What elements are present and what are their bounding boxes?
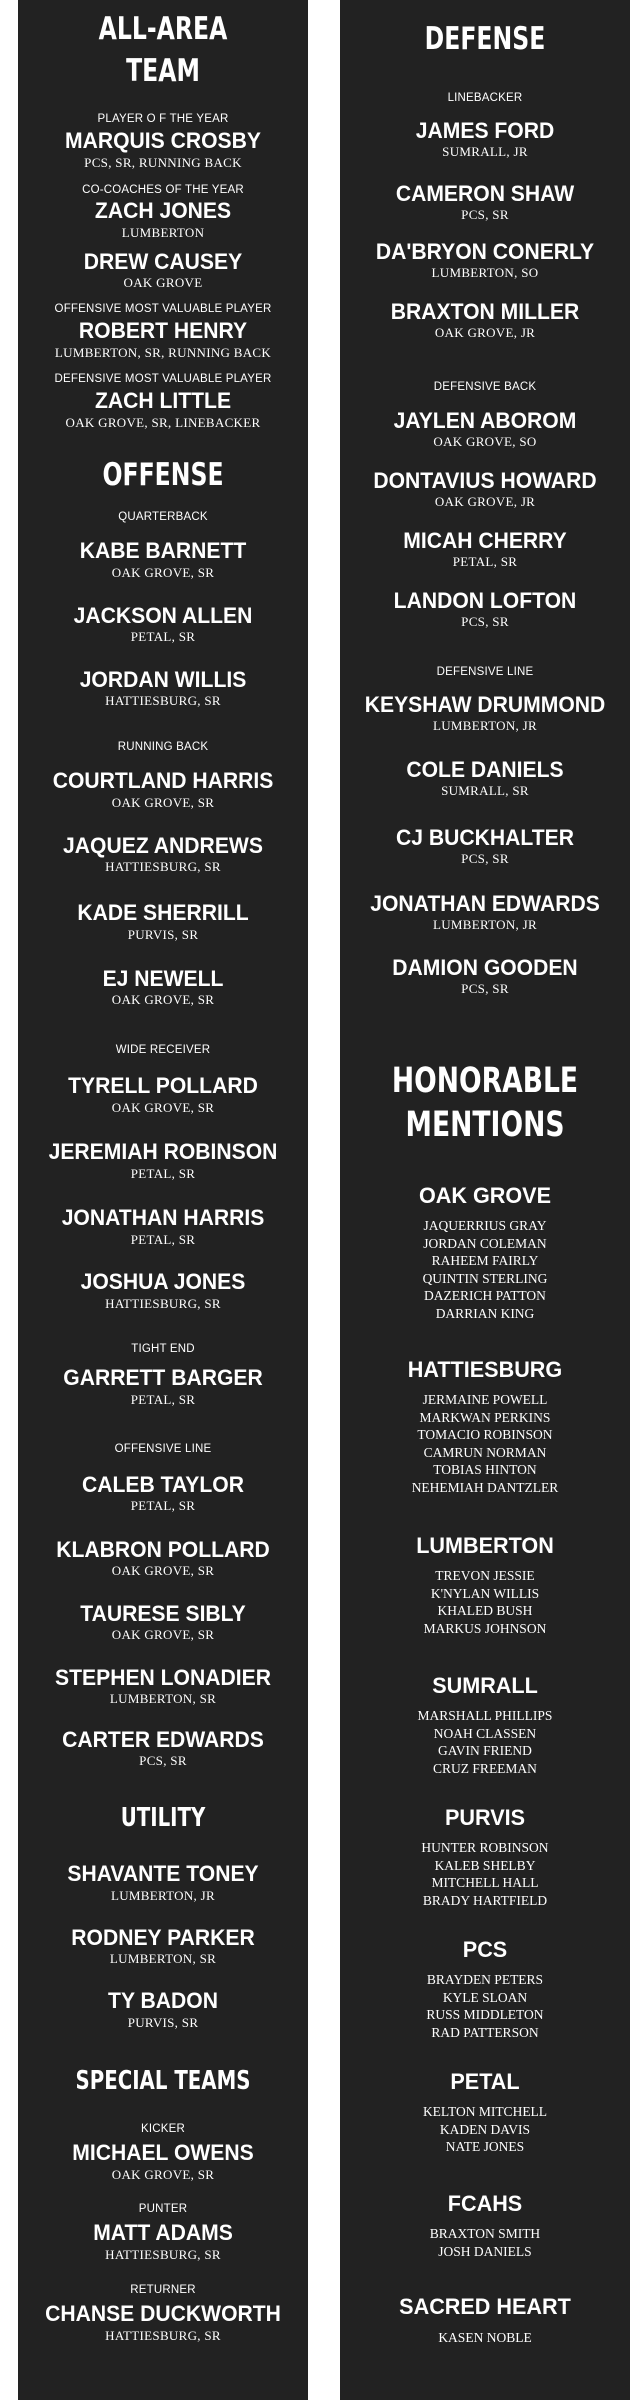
player-name: KADE SHERRILL (77, 900, 249, 925)
player-name: CALEB TAYLOR (82, 1472, 244, 1497)
award-label: OFFENSIVE MOST VALUABLE PLAYER (54, 303, 272, 315)
position-label-kicker: KICKER (140, 2123, 186, 2135)
honorable-names: BRAYDEN PETERS KYLE SLOAN RUSS MIDDLETON RAD PATTERSON (426, 1972, 544, 2040)
honorable-names: JAQUERRIUS GRAY JORDAN COLEMAN RAHEEM FAIRLY QUINTIN STERLING DAZERICH PATTON DARRIAN KING (422, 1218, 548, 1321)
school-name: PETAL (450, 2069, 520, 2094)
player-info: OAK GROVE, SR (111, 2167, 215, 2182)
player-name: JAYLEN ABORОM (393, 408, 577, 433)
award-name: DREW CAUSEY (83, 249, 243, 274)
player-info: LUMBERTON, SO (431, 265, 539, 280)
player-info: PETAL, SR (130, 1498, 196, 1513)
player-name: DA'BRYON CONERLY (375, 239, 595, 264)
position-label-defensive-back: DEFENSIVE BACK (433, 381, 537, 393)
player-info: LUMBERTON, SR (109, 1691, 217, 1706)
award-info: PCS, SR, RUNNING BACK (84, 155, 242, 170)
player-info: PCS, SR (461, 851, 509, 866)
position-label-tight-end: TIGHT END (131, 1343, 195, 1355)
player-info: HATTIESBURG, SR (105, 859, 221, 874)
player-info: PCS, SR (461, 614, 509, 629)
player-name: STEPHEN LONADIER (55, 1665, 271, 1690)
honorable-names: JERMAINE POWELL MARKWAN PERKINS TOMACIO ROBINSON CAMRUN NORMAN TOBIAS HINTON NEHEMIAH DANTZLER (411, 1392, 559, 1495)
player-info: OAK GROVE, SO (433, 434, 537, 449)
player-info: OAK GROVE, JR (434, 494, 536, 509)
honorable-names: KASEN NOBLE (438, 2330, 532, 2345)
award-label: CO-COACHES OF THE YEAR (82, 184, 244, 196)
position-label-defensive-line: DEFENSIVE LINE (436, 666, 534, 678)
right-column (340, 0, 630, 2400)
award-label: PLAYER O F THE YEAR (97, 113, 229, 125)
award-info: OAK GROVE, SR, LINEBACKER (65, 415, 261, 430)
player-info: SUMRALL, SR (441, 783, 529, 798)
utility-title: UTILITY (120, 1803, 206, 1833)
player-name: LANDON LOFTON (393, 588, 577, 613)
player-info: PCS, SR (461, 981, 509, 996)
award-name: ROBERT HENRY (78, 318, 248, 343)
player-name: JEREMIAH ROBINSON (48, 1139, 278, 1164)
player-name: JOSHUA JONES (80, 1269, 246, 1294)
school-name: OAK GROVE (418, 1183, 552, 1208)
award-info: LUMBERTON (121, 225, 205, 240)
player-name: JONATHAN EDWARDS (370, 891, 600, 916)
player-name: JAMES FORD (415, 118, 555, 143)
player-name: CJ BUCKHALTER (396, 825, 574, 850)
player-name: MATT ADAMS (93, 2220, 233, 2245)
player-name: JAQUEZ ANDREWS (63, 833, 263, 858)
player-info: OAK GROVE, SR (111, 1100, 215, 1115)
player-name: JACKSON ALLEN (73, 603, 253, 628)
player-info: OAK GROVE, JR (434, 325, 536, 340)
award-info: OAK GROVE (123, 275, 203, 290)
player-name: CAMERON SHAW (395, 181, 575, 206)
offense-title: OFFENSE (102, 457, 224, 493)
player-info: OAK GROVE, SR (111, 1627, 215, 1642)
player-info: PETAL, SR (130, 1392, 196, 1407)
position-label-punter: PUNTER (138, 2203, 188, 2215)
honorable-names: TREVON JESSIE K'NYLAN WILLIS KHALED BUSH MARKUS JOHNSON (423, 1568, 547, 1636)
player-info: PETAL, SR (452, 554, 518, 569)
player-info: LUMBERTON, JR (110, 1888, 215, 1903)
player-info: OAK GROVE, SR (111, 1563, 215, 1578)
player-name: TAURESE SIBLY (80, 1601, 246, 1626)
player-name: CHANSE DUCKWORTH (45, 2301, 281, 2326)
position-label-wide-receiver: WIDE RECEIVER (115, 1044, 211, 1056)
player-info: PURVIS, SR (127, 2015, 199, 2030)
player-info: PCS, SR (461, 207, 509, 222)
school-name: LUMBERTON (416, 1533, 554, 1558)
player-info: PETAL, SR (130, 629, 196, 644)
player-name: JONATHAN HARRIS (61, 1205, 265, 1230)
position-label-offensive-line: OFFENSIVE LINE (114, 1443, 212, 1455)
player-name: JORDAN WILLIS (79, 667, 247, 692)
player-info: OAK GROVE, SR (111, 795, 215, 810)
player-name: BRAXTON MILLER (390, 299, 580, 324)
award-info: LUMBERTON, SR, RUNNING BACK (54, 345, 272, 360)
player-info: LUMBERTON, JR (432, 718, 537, 733)
player-name: KEYSHAW DRUMMOND (364, 692, 606, 717)
player-info: LUMBERTON, SR (109, 1951, 217, 1966)
honorable-names: HUNTER ROBINSON KALEB SHELBY MITCHELL HALL BRADY HARTFIELD (421, 1840, 549, 1908)
honorable-title-line2: MENTIONS (405, 1105, 565, 1145)
special-teams-title: SPECIAL TEAMS (75, 2066, 251, 2096)
player-info: PURVIS, SR (127, 927, 199, 942)
player-name: COURTLAND HARRIS (52, 768, 274, 793)
player-info: HATTIESBURG, SR (105, 2247, 221, 2262)
player-info: OAK GROVE, SR (111, 565, 215, 580)
left-column (18, 0, 308, 2400)
school-name: SUMRALL (432, 1673, 538, 1698)
player-name: DAMION GOODEN (392, 955, 578, 980)
player-name: MICHAEL OWENS (72, 2140, 254, 2165)
player-info: HATTIESBURG, SR (105, 2328, 221, 2343)
position-label-returner: RETURNER (130, 2284, 196, 2296)
player-info: SUMRALL, JR (442, 144, 528, 159)
position-label-running-back: RUNNING BACK (117, 741, 209, 753)
honorable-names: BRAXTON SMITH JOSH DANIELS (429, 2226, 541, 2259)
honorable-title-line1: HONORABLE (391, 1061, 579, 1101)
player-info: LUMBERTON, JR (432, 917, 537, 932)
award-label: DEFENSIVE MOST VALUABLE PLAYER (54, 373, 272, 385)
school-name: PURVIS (444, 1805, 526, 1830)
position-label-linebacker: LINEBACKER (447, 92, 523, 104)
school-name: SACRED HEART (399, 2294, 571, 2319)
school-name: PCS (462, 1937, 508, 1962)
player-name: EJ NEWELL (102, 966, 224, 991)
player-name: MICAH CHERRY (403, 528, 567, 553)
award-name: ZACH JONES (94, 198, 232, 223)
school-name: FCAHS (447, 2191, 523, 2216)
player-name: DONTAVIUS HOWARD (373, 468, 597, 493)
player-info: PETAL, SR (130, 1232, 196, 1247)
player-name: CARTER EDWARDS (62, 1727, 264, 1752)
school-name: HATTIESBURG (407, 1357, 563, 1382)
player-info: PCS, SR (139, 1753, 187, 1768)
player-name: KABE BARNETT (79, 538, 247, 563)
player-name: GARRETT BARGER (63, 1365, 263, 1390)
player-info: HATTIESBURG, SR (105, 1296, 221, 1311)
player-info: PETAL, SR (130, 1166, 196, 1181)
award-name: MARQUIS CROSBY (65, 128, 261, 153)
player-name: COLE DANIELS (406, 757, 564, 782)
player-name: RODNEY PARKER (71, 1925, 255, 1950)
all-area-title-line2: TEAM (126, 53, 200, 89)
player-name: TY BADON (108, 1988, 218, 2013)
award-name: ZACH LITTLE (94, 388, 232, 413)
position-label-quarterback: QUARTERBACK (118, 511, 208, 523)
all-area-title-line1: ALL-AREA (98, 11, 228, 47)
honorable-names: MARSHALL PHILLIPS NOAH CLASSEN GAVIN FRIEND CRUZ FREEMAN (417, 1708, 553, 1776)
player-name: TYRELL POLLARD (68, 1073, 258, 1098)
player-name: SHAVANTE TONEY (67, 1861, 259, 1886)
defense-title: DEFENSE (424, 21, 546, 57)
player-name: KLABRON POLLARD (56, 1537, 270, 1562)
player-info: HATTIESBURG, SR (105, 693, 221, 708)
honorable-names: KELTON MITCHELL KADEN DAVIS NATE JONES (422, 2104, 548, 2154)
player-info: OAK GROVE, SR (111, 992, 215, 1007)
